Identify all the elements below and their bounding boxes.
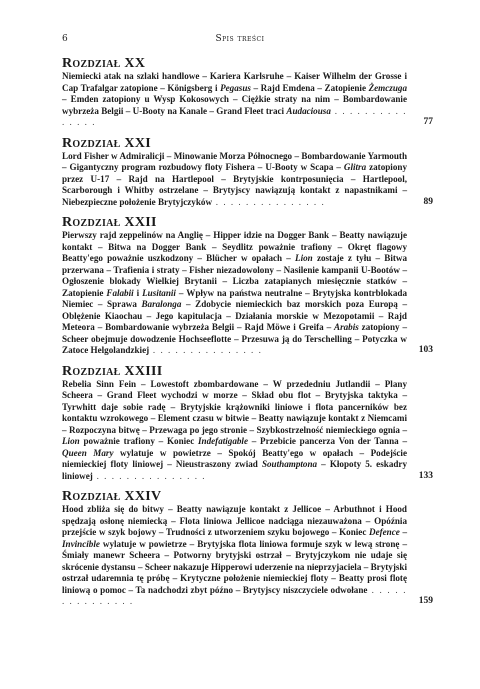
toc-chapter — [62, 489, 433, 608]
summary-text: – Przebicie pancerza Von der Tanna – — [248, 436, 407, 446]
italic-title-text: Southamptona — [261, 459, 318, 469]
summary-text: wylatuje w powietrze – Brytyjska flota liniowa formuje szyk w lewą stronę – Śmiały manewr Scheera – Potworny brytyjski ostrzał – Brytyjczykom nie udaje się skrócenie dystansu – Scheer nakazuje Hipperowi uderzenie na nieprzyjaciela – Brytyjski ostrzał udaremnia tę próbę – Krytyczne położenie niemieckiej floty – Beatty prosi flotę liniową o pomoc – Ta nadchodzi zbyt późno – Brytyjscy niszczyciele odwołane — [62, 538, 407, 595]
chapter-title: Rozdział XXIII — [62, 363, 163, 379]
italic-title-text: Invincible — [62, 538, 100, 549]
chapter-page-number: 133 — [418, 470, 433, 481]
summary-text: – Emden zatopiony u Wysp Kokosowych – Ciężkie straty na nim – Bombardowanie wybrzeża Belgii – U-Booty na Kanale – Grand Fleet traci — [62, 94, 407, 116]
summary-text: Niemiecki atak na szlaki handlowe – Kariera Karlsruhe – Kaiser Wilhelm der Grosse i Cap Trafalgar zatopione – Königsberg i — [62, 71, 407, 93]
chapter-page-number: 89 — [423, 196, 433, 207]
leader-dots: . . . . . . . . . . . . . . . — [62, 584, 408, 606]
chapter-title: Rozdział XX — [62, 56, 146, 71]
italic-title-text: Audaciousa — [286, 105, 331, 116]
chapter-summary — [62, 150, 433, 209]
leader-dots: . . . . . . . . . . . . . . . — [149, 345, 263, 355]
summary-text: Rebelia Sinn Fein – Lowestoft zbombardowane – W przededniu Jutlandii – Plany Scheera – Grand Fleet wychodzi w morze – Skład obu flot – Brytyjska taktyka – Tyrwhitt daje sobie radę – Brytyjskie krążowniki liniowe i flota pancerników bez kontaktu wzrokowego – Element czasu w bitwie – Beatty nawiązuje kontakt z Niemcami – Rozpoczyna bitwę – Przewaga po jego stronie – Szybkostrzelność niemieckiego ognia – — [62, 378, 407, 435]
leader-dots: . . . . . . . . . . . . . . . — [92, 470, 207, 481]
page-number: 6 — [62, 34, 69, 44]
italic-title-text: Żemczuga — [368, 82, 407, 93]
italic-title-text: Glitra — [343, 162, 367, 172]
summary-text: zatopiony przez U-17 – Rajd na Hartlepool – Brytyjskie kontrposunięcia – Hartlepool, Scarborough i Whitby ostrzelane – Brytyjscy nawiązują kontakt z napastnikami – Niebezpieczne położenie Brytyjczyków — [62, 162, 407, 207]
summary-text: – Wpływ na państwa neutralne – Brytyjska kontrblokada Niemiec – Sprawa — [62, 287, 408, 309]
leader-dots: . . . . . . . . . . . . . . . — [212, 196, 326, 207]
summary-text: zostaje z tyłu – Bitwa przerwana – Trafienia i straty – Fisher niezadowolony – Nasilenie kampanii U-Bootów – Ogłoszenie blokady Wielkiej Brytanii – Liczba zatapianych miesięcznie statków – Zatopienie — [62, 253, 407, 298]
summary-text: Pierwszy rajd zeppelinów na Anglię – Hipper idzie na Dogger Bank – Beatty nawiązuje kontakt – Bitwa na Dogger Bank – Seydlitz poważnie trafiony – Okręt flagowy Beatty'ego poważnie uszkodzony – Blücher w opałach – — [62, 230, 407, 263]
chapter-page-number: 103 — [418, 345, 433, 355]
chapter-summary — [62, 504, 433, 608]
summary-text: zatopiony – Scheer obejmuje dowodzenie Hochseeflotte – Przesuwa ją do Terschelling – Potyczka w Zatoce Helgolandzkiej — [62, 322, 407, 355]
summary-text: poważnie trafiony – Koniec — [79, 436, 198, 446]
summary-text: – — [399, 527, 408, 537]
italic-title-text: Lusitanii — [142, 287, 176, 298]
chapter-summary — [62, 378, 433, 483]
chapter-page-number: 159 — [418, 596, 433, 606]
toc-chapter — [62, 135, 433, 209]
chapter-summary — [62, 230, 433, 357]
italic-title-text: Lion — [62, 436, 80, 446]
summary-text: – Rajd Emdena – Zatopienie — [250, 82, 369, 93]
chapter-summary — [62, 71, 433, 129]
italic-title-text: Pegasus — [220, 82, 251, 93]
italic-title-text: Indefatigable — [197, 436, 248, 446]
chapter-title: Rozdział XXII — [62, 215, 157, 230]
toc-chapter — [62, 215, 433, 357]
summary-text: Hood zbliża się do bitwy – Beatty nawiązuje kontakt z Jellicoe – Arbuthnot i Hood spędzają osłonę niemiecką – Flota liniowa Jellicoe nadciąga niezauważona – Opóźnia przejście w szyk bojowy – Trudności z utworzeniem szyku bojowego – Koniec — [62, 504, 407, 537]
italic-title-text: Lion — [295, 253, 313, 263]
running-title: Spis treści — [215, 34, 265, 44]
summary-text: wylatuje w powietrze – Spokój Beatty'ego w opałach – Podejście niemieckiej floty liniowej – Nieustraszony zwiad — [62, 447, 407, 469]
summary-text: – Kłopoty 5. eskadry liniowej — [62, 459, 408, 481]
chapter-title: Rozdział XXI — [62, 135, 152, 151]
summary-text: i — [133, 287, 143, 298]
chapter-page-number: 77 — [423, 117, 433, 127]
toc-chapter — [62, 56, 433, 129]
running-header — [62, 34, 418, 46]
table-of-contents — [62, 56, 433, 615]
italic-title-text: Falabii — [106, 287, 134, 298]
italic-title-text: Arabis — [334, 322, 359, 332]
toc-chapter — [62, 363, 433, 483]
summary-text: – Zdobycie niemieckich baz morskich poza Europą – Oblężenie Kiaochau – Jego kapitulacja – Działania morskie w Mezopotamii – Rajd Meteora – Bombardowanie wybrzeża Belgii – Rajd Möwe i Greifa – — [62, 299, 407, 332]
chapter-title: Rozdział XXIV — [62, 489, 162, 504]
summary-text: Lord Fisher w Admiralicji – Minowanie Morza Północnego – Bombardowanie Yarmouth – Gigantyczny program rozbudowy floty Fishera – U-Booty w Scapa – — [62, 150, 407, 172]
leader-dots: . . . . . . . . . . . . . . . — [62, 105, 407, 127]
italic-title-text: Queen Mary — [62, 447, 114, 458]
italic-title-text: Baralonga — [141, 299, 182, 309]
italic-title-text: Defence — [369, 527, 400, 537]
